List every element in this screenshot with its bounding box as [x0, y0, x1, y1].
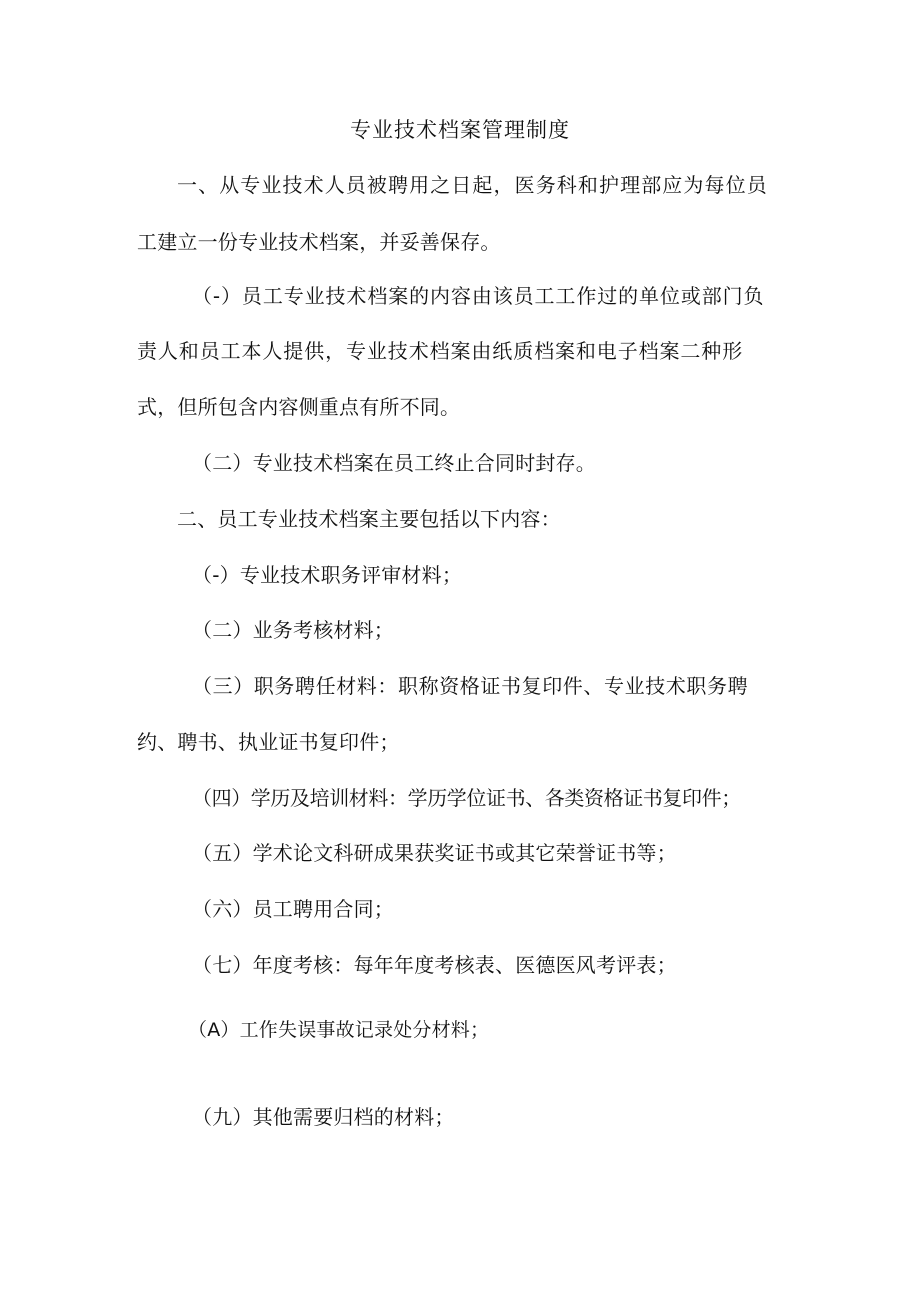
list-item: （五）学术论文科研成果获奖证书或其它荣誉证书等； [192, 841, 677, 865]
list-item: （三）职务聘任材料：职称资格证书复印件、专业技术职务聘 [192, 674, 749, 698]
document-title: 专业技术档案管理制度 [350, 118, 570, 142]
list-item: （四）学历及培训材料：学历学位证书、各类资格证书复印件； [192, 786, 741, 810]
paragraph-line: 责人和员工本人提供，专业技术档案由纸质档案和电子档案二种形 [137, 339, 744, 363]
list-item: （二）业务考核材料； [192, 618, 394, 642]
paragraph-line: 工建立一份专业技术档案，并妥善保存。 [137, 230, 501, 254]
list-item: （A）工作失误事故记录处分材料； [188, 1019, 490, 1041]
list-item: （七）年度考核：每年年度考核表、医德医风考评表； [192, 953, 677, 977]
list-item: （-）专业技术职务评审材料； [192, 563, 463, 587]
paragraph-line: （-）员工专业技术档案的内容由该员工工作过的单位或部门负 [192, 284, 765, 308]
paragraph-line: 一、从专业技术人员被聘用之日起，医务科和护理部应为每位员 [177, 173, 768, 197]
list-item: （九）其他需要归档的材料； [192, 1105, 455, 1129]
paragraph-line: （二）专业技术档案在员工终止合同时封存。 [192, 451, 596, 475]
paragraph-line: 式，但所包含内容侧重点有所不同。 [137, 395, 461, 419]
list-item-continuation: 约、聘书、执业证书复印件； [137, 730, 400, 754]
section-heading: 二、员工专业技术档案主要包括以下内容： [177, 507, 561, 531]
list-item: （六）员工聘用合同； [192, 897, 394, 921]
